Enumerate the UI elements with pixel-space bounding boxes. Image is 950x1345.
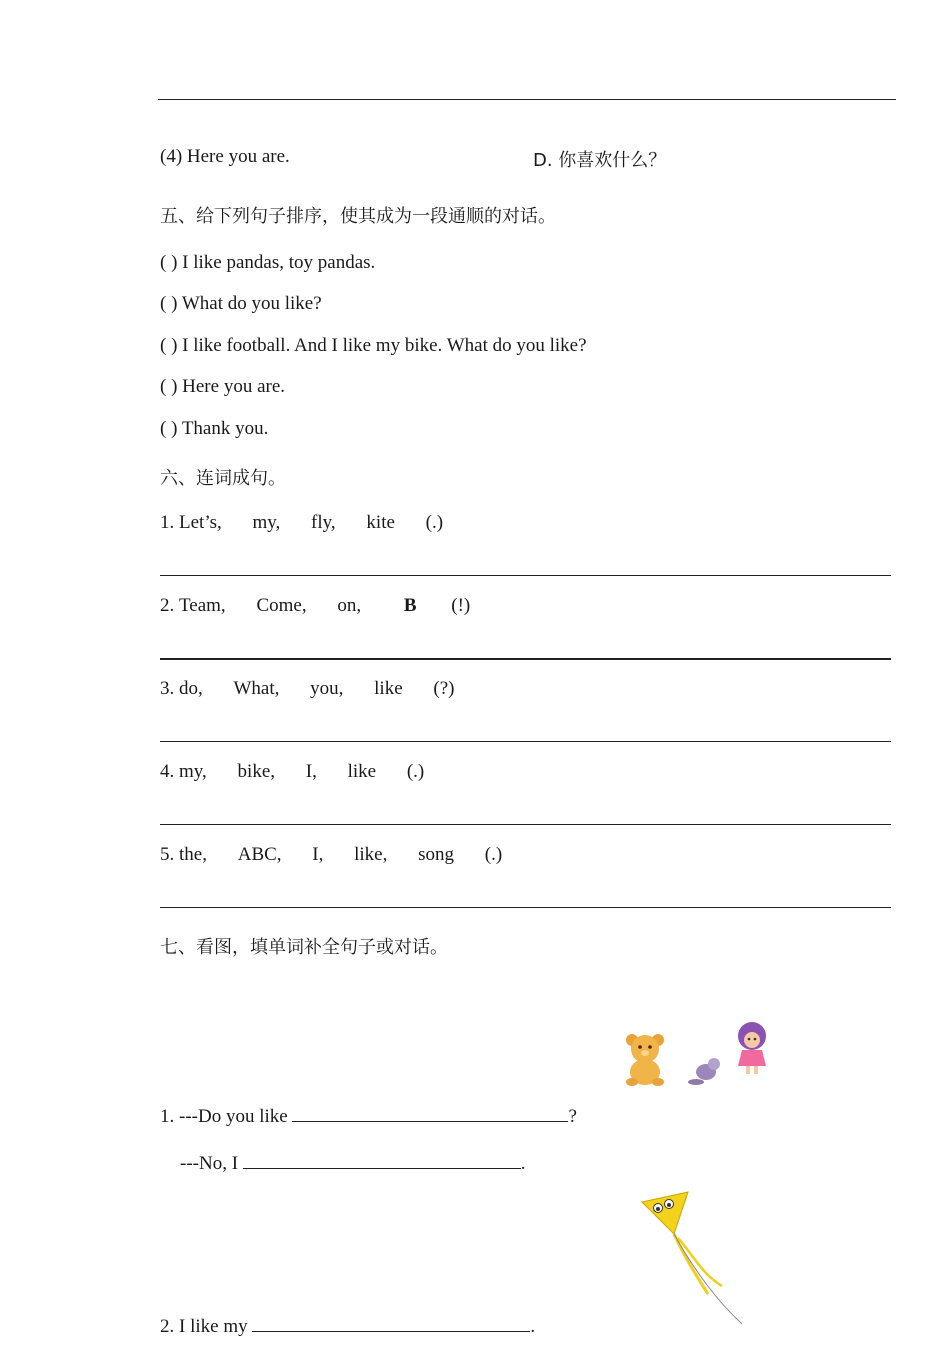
- section7-q2: [160, 1313, 535, 1338]
- section5-item-5: [160, 418, 268, 440]
- section5-item-4: [160, 376, 285, 398]
- section6-heading: 六、连词成句。: [160, 468, 286, 489]
- sentence-text: I like pandas, toy pandas.: [182, 252, 376, 273]
- section5-item-1: [160, 252, 375, 274]
- answer-paren[interactable]: ( ): [160, 418, 178, 439]
- word: like: [374, 678, 403, 699]
- answer-line-5[interactable]: [160, 907, 891, 908]
- word: Team,: [179, 595, 226, 616]
- sentence-text: Here you are.: [182, 376, 286, 397]
- word: (.): [484, 844, 503, 865]
- item-number: 3.: [160, 678, 175, 699]
- q1-answer-suffix: .: [520, 1153, 526, 1174]
- q2-blank[interactable]: [252, 1313, 530, 1332]
- section6-item-4: [160, 761, 424, 783]
- section6-item-3: [160, 678, 455, 700]
- word: B: [403, 595, 417, 616]
- toys-picture: [622, 1022, 782, 1097]
- answer-line-3[interactable]: [160, 741, 891, 742]
- section6-item-1: [160, 512, 443, 534]
- section6-item-5: [160, 844, 502, 866]
- section5-heading: 五、给下列句子排序，使其成为一段通顺的对话。: [160, 206, 556, 227]
- answer-line-2[interactable]: [160, 658, 891, 660]
- word: kite: [366, 512, 395, 533]
- word: you,: [310, 678, 344, 699]
- word: (.): [406, 761, 425, 782]
- section7-q1-answer: [180, 1150, 526, 1175]
- word: Come,: [256, 595, 307, 616]
- q4-option-d: D. 你喜欢什么？: [533, 150, 667, 171]
- kite-icon: [642, 1192, 742, 1324]
- section5-item-3: [160, 335, 587, 357]
- word: I,: [312, 844, 324, 865]
- answer-paren[interactable]: ( ): [160, 376, 178, 397]
- section6-item-2: [160, 595, 470, 617]
- word: my,: [179, 761, 207, 782]
- q1-answer-blank[interactable]: [243, 1150, 521, 1169]
- answer-paren[interactable]: ( ): [160, 252, 178, 273]
- word: like: [347, 761, 377, 782]
- q4-statement: (4) Here you are.: [160, 146, 290, 167]
- word: my,: [252, 512, 281, 533]
- q1-answer-prefix: ---No, I: [180, 1153, 239, 1174]
- word: What,: [233, 678, 280, 699]
- item-number: 4.: [160, 761, 175, 782]
- answer-line-1[interactable]: [160, 575, 891, 576]
- word: ABC,: [237, 844, 282, 865]
- word: Let’s,: [179, 512, 222, 533]
- q2-prefix: 2. I like my: [160, 1316, 248, 1337]
- q2-suffix: .: [530, 1316, 536, 1337]
- q1-blank[interactable]: [292, 1103, 568, 1122]
- word: fly,: [311, 512, 336, 533]
- sentence-text: What do you like?: [181, 293, 322, 314]
- doll-icon: [738, 1022, 766, 1074]
- answer-line-4[interactable]: [160, 824, 891, 825]
- item-number: 1.: [160, 512, 175, 533]
- word: I,: [305, 761, 317, 782]
- section7-heading: 七、看图，填单词补全句子或对话。: [160, 937, 448, 958]
- sentence-text: Thank you.: [181, 418, 269, 439]
- q1-prefix: 1. ---Do you like: [160, 1106, 288, 1127]
- top-divider: [158, 99, 896, 100]
- q1-suffix: ?: [568, 1106, 577, 1127]
- word: (?): [433, 678, 455, 699]
- word: song: [418, 844, 455, 865]
- word: (.): [425, 512, 444, 533]
- word: do,: [179, 678, 203, 699]
- word: (!): [451, 595, 471, 616]
- toy-animal-icon: [688, 1058, 720, 1085]
- item-number: 2.: [160, 595, 175, 616]
- item-number: 5.: [160, 844, 175, 865]
- kite-picture: [638, 1190, 748, 1330]
- word: bike,: [237, 761, 276, 782]
- word: on,: [337, 595, 362, 616]
- section5-item-2: [160, 293, 322, 315]
- word: the,: [179, 844, 207, 865]
- word: like,: [354, 844, 388, 865]
- sentence-text: I like football. And I like my bike. What do you like?: [182, 335, 587, 356]
- teddy-bear-icon: [626, 1034, 664, 1086]
- section7-q1: [160, 1103, 577, 1128]
- answer-paren[interactable]: ( ): [160, 335, 178, 356]
- answer-paren[interactable]: ( ): [160, 293, 178, 314]
